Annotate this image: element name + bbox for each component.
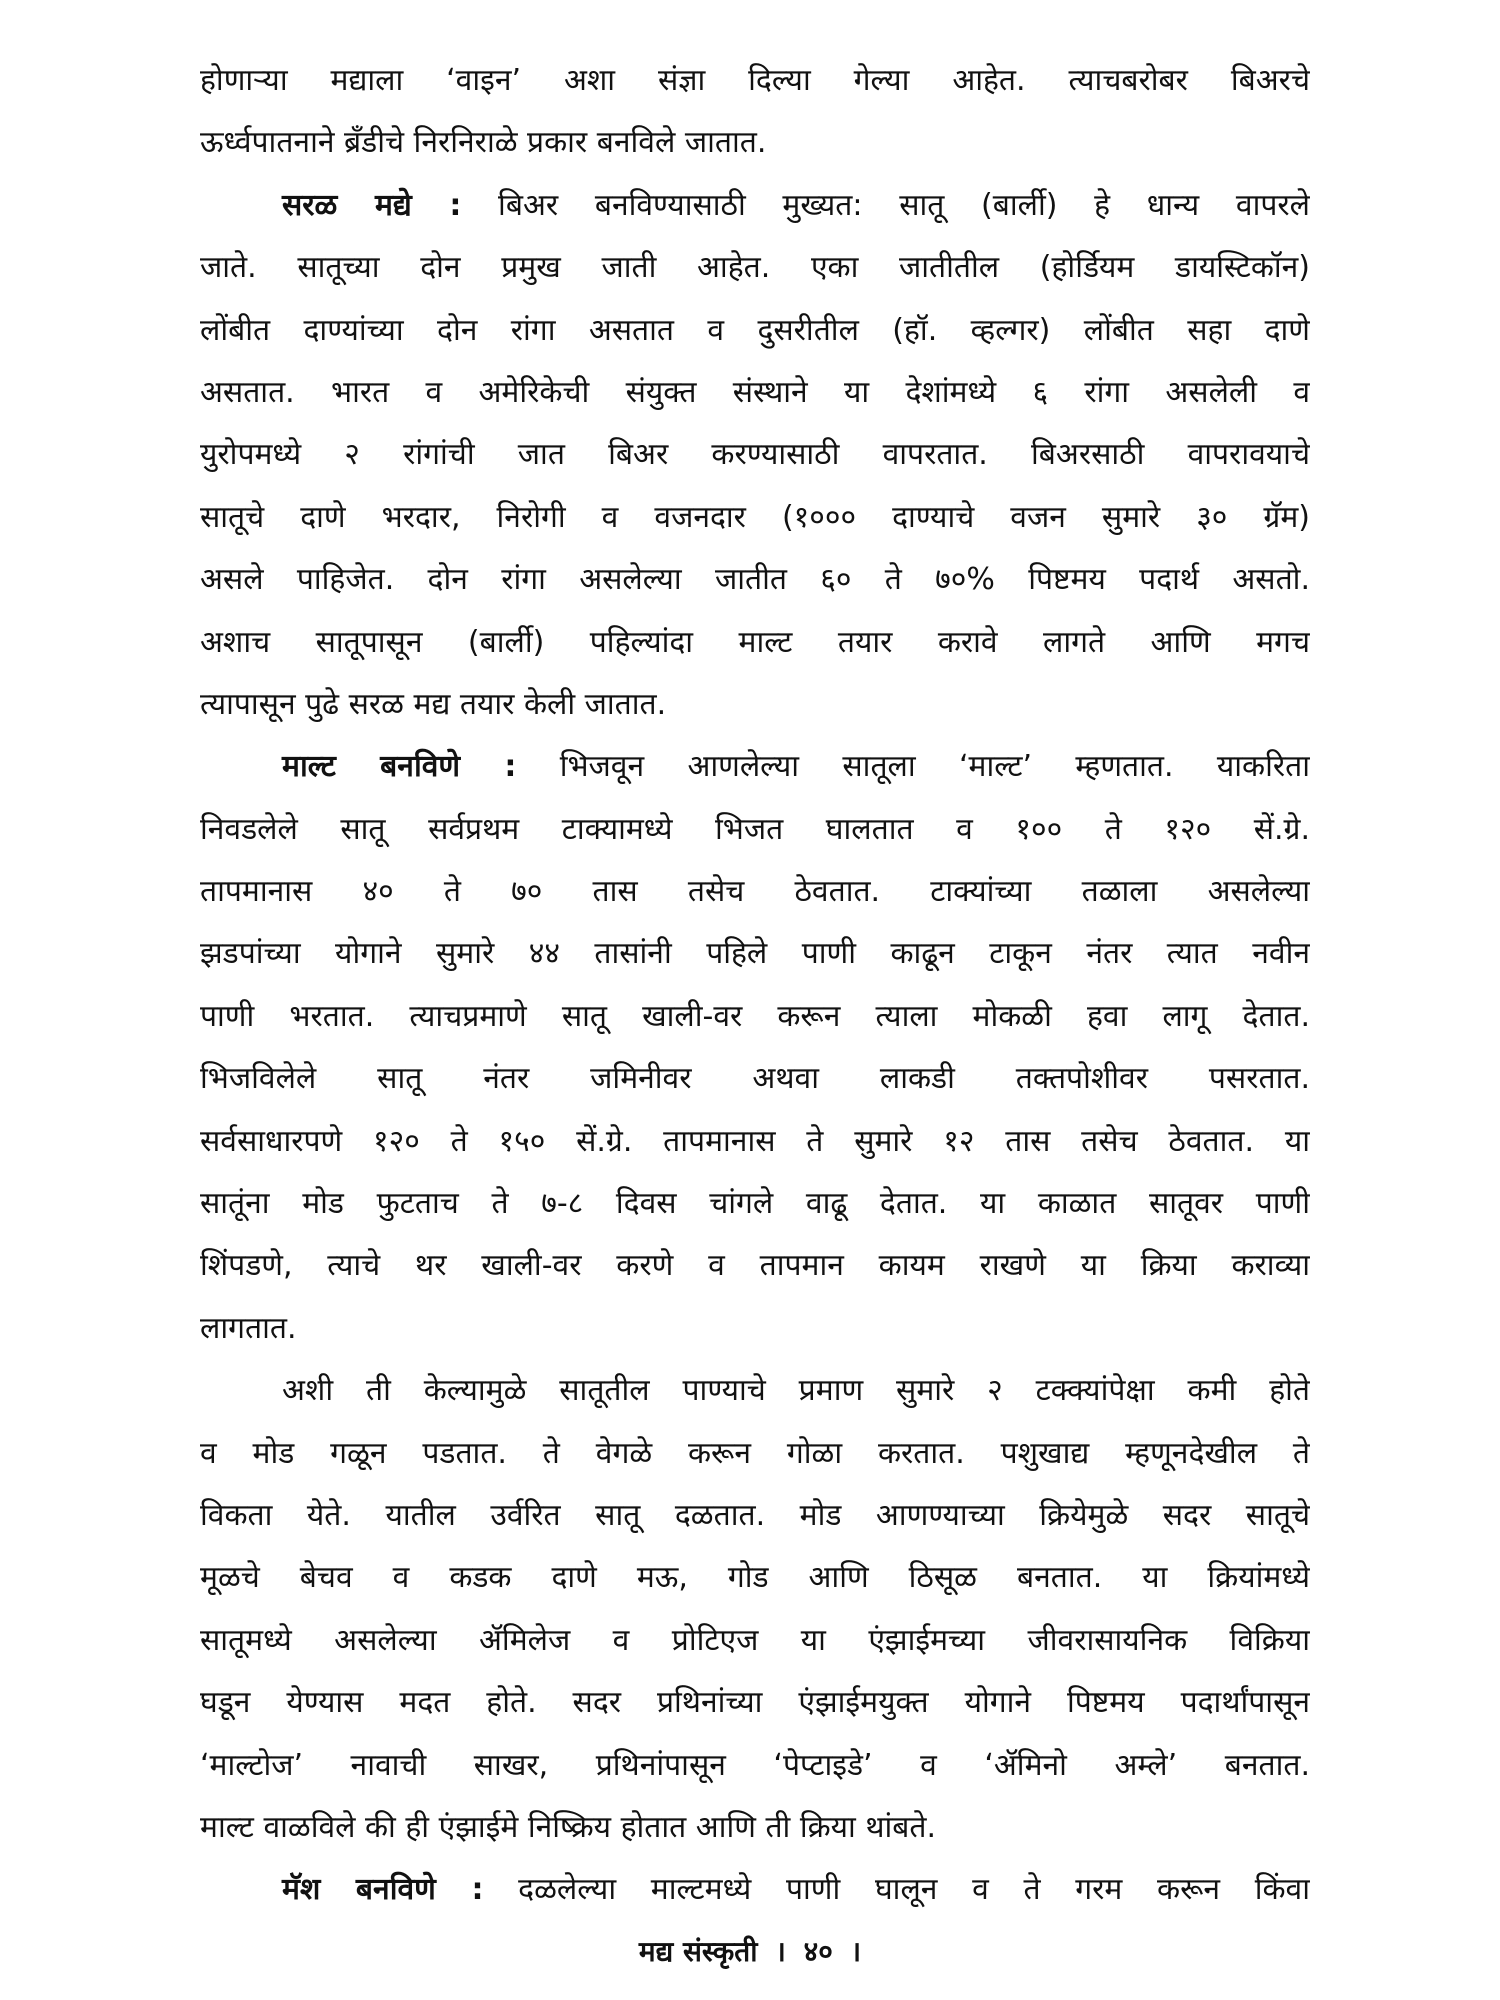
text-line — [200, 362, 1310, 424]
text-line — [200, 1797, 1310, 1859]
text-line — [200, 487, 1310, 549]
text-line — [200, 1485, 1310, 1547]
line-text: दळलेल्या माल्टमध्ये पाणी घालून व ते गरम करून किंवा — [483, 1872, 1310, 1908]
line-text: निवडलेले सातू सर्वप्रथम टाक्यामध्ये भिजत घालतात व १०० ते १२० सें.ग्रे. — [200, 811, 1310, 847]
line-text: सातूंना मोड फुटताच ते ७-८ दिवस चांगले वाढू देतात. या काळात सातूवर पाणी — [200, 1186, 1310, 1222]
line-text: बिअर बनविण्यासाठी मुख्यत: सातू (बार्ली) हे धान्य वापरले — [461, 187, 1310, 223]
line-text: व मोड गळून पडतात. ते वेगळे करून गोळा करतात. पशुखाद्य म्हणूनदेखील ते — [200, 1435, 1310, 1471]
footer-page-number: ४० — [803, 1935, 833, 1968]
line-text: सातूमध्ये असलेल्या ॲमिलेज व प्रोटिएज या एंझाईमच्या जीवरासायनिक विक्रिया — [200, 1622, 1310, 1658]
text-line — [200, 1610, 1310, 1672]
line-text: अशाच सातूपासून (बार्ली) पहिल्यांदा माल्ट तयार करावे लागते आणि मगच — [200, 624, 1310, 660]
line-text: विकता येते. यातील उर्वरित सातू दळतात. मोड आणण्याच्या क्रियेमुळे सदर सातूचे — [200, 1497, 1310, 1533]
section-heading: माल्ट बनविणे : — [282, 749, 517, 785]
text-line — [200, 674, 1310, 736]
text-line — [200, 1173, 1310, 1235]
text-line — [200, 1859, 1310, 1921]
line-text: सर्वसाधारपणे १२० ते १५० सें.ग्रे. तापमानास ते सुमारे १२ तास तसेच ठेवतात. या — [200, 1123, 1310, 1159]
line-text: युरोपमध्ये २ रांगांची जात बिअर करण्यासाठी वापरतात. बिअरसाठी वापरावयाचे — [200, 437, 1310, 473]
text-line — [200, 1735, 1310, 1797]
line-text: झडपांच्या योगाने सुमारे ४४ तासांनी पहिले पाणी काढून टाकून नंतर त्यात नवीन — [200, 936, 1310, 972]
text-line — [200, 50, 1310, 112]
line-text: लागतात. — [200, 1310, 297, 1346]
line-text: तापमानास ४० ते ७० तास तसेच ठेवतात. टाक्यांच्या तळाला असलेल्या — [200, 874, 1310, 910]
footer-separator-right: । — [850, 1935, 862, 1968]
footer-separator-left: । — [775, 1935, 786, 1968]
text-line — [200, 1547, 1310, 1609]
line-text: घडून येण्यास मदत होते. सदर प्रथिनांच्या एंझाईमयुक्त योगाने पिष्टमय पदार्थांपासून — [200, 1685, 1310, 1721]
text-line — [200, 861, 1310, 923]
line-text: अशी ती केल्यामुळे सातूतील पाण्याचे प्रमाण सुमारे २ टक्क्यांपेक्षा कमी होते — [282, 1373, 1310, 1409]
text-line — [200, 923, 1310, 985]
line-text: भिजविलेले सातू नंतर जमिनीवर अथवा लाकडी तक्तपोशीवर पसरतात. — [200, 1061, 1310, 1097]
text-line — [200, 237, 1310, 299]
line-text: भिजवून आणलेल्या सातूला ‘माल्ट’ म्हणतात. याकरिता — [516, 749, 1310, 785]
text-line — [200, 549, 1310, 611]
section-heading: सरळ मद्ये : — [282, 187, 462, 223]
line-text: असले पाहिजेत. दोन रांगा असलेल्या जातीत ६० ते ७०% पिष्टमय पदार्थ असतो. — [200, 562, 1310, 598]
footer-book-title: मद्य संस्कृती — [638, 1935, 758, 1968]
line-text: पाणी भरतात. त्याचप्रमाणे सातू खाली-वर करून त्याला मोकळी हवा लागू देतात. — [200, 998, 1310, 1034]
text-line — [200, 799, 1310, 861]
line-text: माल्ट वाळविले की ही एंझाईमे निष्क्रिय होतात आणि ती क्रिया थांबते. — [200, 1809, 937, 1845]
text-line — [200, 1235, 1310, 1297]
section-heading: मॅश बनविणे : — [282, 1872, 484, 1908]
line-text: सातूचे दाणे भरदार, निरोगी व वजनदार (१००० दाण्याचे वजन सुमारे ३० ग्रॅम) — [200, 499, 1310, 535]
text-line — [200, 112, 1310, 174]
text-line — [200, 1672, 1310, 1734]
line-text: होणाऱ्या मद्याला ‘वाइन’ अशा संज्ञा दिल्या गेल्या आहेत. त्याचबरोबर बिअरचे — [200, 63, 1310, 98]
text-line — [200, 612, 1310, 674]
text-line — [200, 1111, 1310, 1173]
text-line — [200, 175, 1310, 237]
line-text: जाते. सातूच्या दोन प्रमुख जाती आहेत. एका जातीतील (होर्डियम डायस्टिकॉन) — [200, 250, 1310, 286]
text-line — [200, 1423, 1310, 1485]
text-line — [200, 1298, 1310, 1360]
body-text — [200, 50, 1310, 1922]
line-text: मूळचे बेचव व कडक दाणे मऊ, गोड आणि ठिसूळ बनतात. या क्रियांमध्ये — [200, 1560, 1310, 1596]
line-text: ‘माल्टोज’ नावाची साखर, प्रथिनांपासून ‘पेप्टाइडे’ व ‘ॲमिनो अम्ले’ बनतात. — [200, 1747, 1310, 1783]
page-footer — [0, 1932, 1500, 1970]
text-line — [200, 300, 1310, 362]
line-text: असतात. भारत व अमेरिकेची संयुक्त संस्थाने या देशांमध्ये ६ रांगा असलेली व — [200, 374, 1310, 410]
line-text: लोंबीत दाण्यांच्या दोन रांगा असतात व दुसरीतील (हॉ. व्हल्गर) लोंबीत सहा दाणे — [200, 312, 1310, 348]
line-text: ऊर्ध्वपातनाने ब्रँडीचे निरनिराळे प्रकार बनविले जातात. — [200, 125, 767, 161]
line-text: शिंपडणे, त्याचे थर खाली-वर करणे व तापमान कायम राखणे या क्रिया कराव्या — [200, 1248, 1310, 1284]
text-line — [200, 736, 1310, 798]
text-line — [200, 986, 1310, 1048]
text-line — [200, 1048, 1310, 1110]
line-text: त्यापासून पुढे सरळ मद्य तयार केली जातात. — [200, 686, 667, 722]
text-line — [200, 1360, 1310, 1422]
text-line — [200, 424, 1310, 486]
